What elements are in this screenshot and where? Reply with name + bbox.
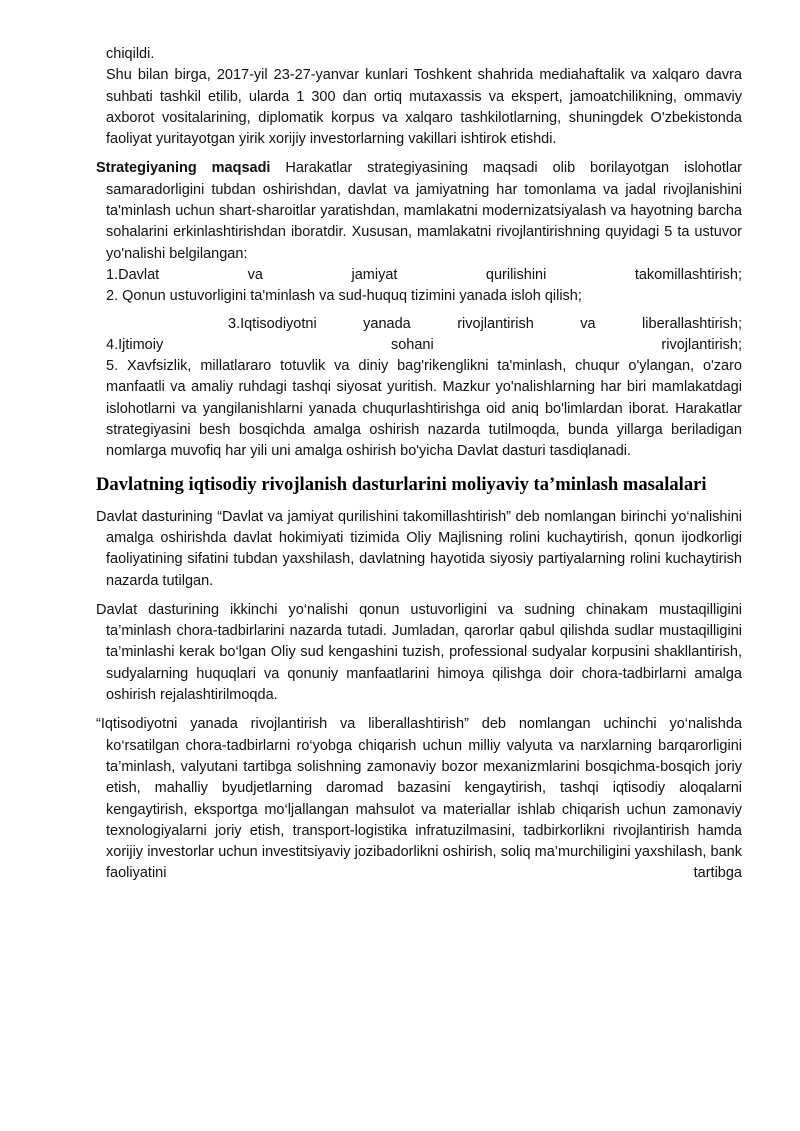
section-heading: Davlatning iqtisodiy rivojlanish dasturlarini moliyaviy ta’minlash masalalari <box>96 473 707 495</box>
section-paragraph-3: “Iqtisodiyotni yanada rivojlantirish va liberallashtirish” deb nomlangan uchinchi yo‘nalishda ko‘rsatilgan chora-tadbirlarni ro‘yobga chiqarish uchun milliy valyuta va narxlarning barqarorligini ta’minlash, valyutani tartibga solishning zamonaviy bozor mexanizmlarini bosqichma-bosqich joriy etish, mahalliy byudjetlarning daromad bazasini kengaytirish, tashqi iqtisodiy aloqalarni kengaytirish, eksportga mo‘ljallangan mahsulot va materiallar ishlab chiqarish uchun zamonaviy texnologiyalarni joriy etish, transport-logistika infratuzilmasini, tadbirkorlikni rivojlantirish hamda xorijiy investorlar uchun investitsiyaviy jozibadorlikni oshirish, soliq ma’murchiligini yaxshilash, bank faoliyatini tartibga <box>96 716 742 882</box>
priority-item-2: 2. Qonun ustuvorligini ta'minlash va sud-huquq tizimini yanada isloh qilish; <box>106 288 582 305</box>
priority-item-3: 3.Iqtisodiyotni yanada rivojlantirish va liberallashtirish; <box>228 315 742 332</box>
strategy-text: Harakatlar strategiyasining maqsadi olib borilayotgan islohotlar samaradorligini tubdan oshirishdan, davlat va jamiyatning har tomonlama va jadal rivojlanishini ta'minlash uchun shart-sharoitlar yaratishdan, mamlakatni modernizatsiyalash va hayotning barcha sohalarini erkinlashtirishdan iboratdir. Xususan, mamlakatni rivojlantirishning quyidagi 5 ta ustuvor yo'nalishi belgilangan: <box>106 160 742 262</box>
intro-continuation: chiqildi. <box>106 46 155 62</box>
intro-paragraph: Shu bilan birga, 2017-yil 23-27-yanvar kunlari Toshkent shahrida mediahaftalik va xalqaro davra suhbati tashkil etilib, ularda 1 300 dan ortiq mutaxassis va ekspert, jamoatchilikning, ommaviy axborot vositalarining, diplomatik korpus va xalqaro tashkilotlarning, shuningdek O'zbekistonda faoliyat yuritayotgan yirik xorijiy investorlarning vakillari ishtirok etishdi. <box>106 67 742 148</box>
priority-item-5: 5. Xavfsizlik, millatlararo totuvlik va diniy bag'rikenglikni ta'minlash, chuqur o'ylangan, o'zaro manfaatli va amaliy ruhdagi tashqi siyosat yuritish. Mazkur yo'nalishlarning har biri mamlakatdagi islohotlarni va yangilanishlarni yanada chuqurlashtirishga oid aniq bo'limlardan iborat. Harakatlar strategiyasini besh bosqichda amalga oshirish nazarda tutilmoqda, bunda yillarga beriladigan nomlarga muvofiq har yili uni amalga oshirish bo'yicha Davlat dasturi tasdiqlanadi. <box>106 358 742 460</box>
section-paragraph-2: Davlat dasturining ikkinchi yo‘nalishi qonun ustuvorligini va sudning chinakam mustaqilligini ta’minlash chora-tadbirlarini nazarda tutadi. Jumladan, qarorlar qabul qilishda sudlar mustaqilligini ta’minlashi kerak bo‘lgan Oliy sud kengashini tuzish, professional sudyalar korpusini shakllantirish, sudyalarning huquqlari va qonuniy manfaatlarini himoya qilishga doir chora-tadbirlarni amalga oshirish rejalashtirilmoqda. <box>96 601 742 704</box>
strategy-label: Strategiyaning maqsadi <box>96 160 271 177</box>
strategy-paragraph <box>96 158 742 264</box>
priority-item-4: 4.Ijtimoiy sohani rivojlantirish; <box>106 336 742 353</box>
priority-item-1: 1.Davlat va jamiyat qurilishini takomillashtirish; <box>106 266 742 283</box>
section-paragraph-1: Davlat dasturining “Davlat va jamiyat qurilishini takomillashtirish” deb nomlangan birinchi yo‘nalishini amalga oshirishda davlat hokimiyati tizimida Oliy Majlisning rolini kuchaytirish, qonun ijodkorligi faoliyatining sifatini tubdan yaxshilash, davlatning hayotida siyosiy partiyalarning rolini kuchaytirish nazarda tutilgan. <box>96 508 742 589</box>
